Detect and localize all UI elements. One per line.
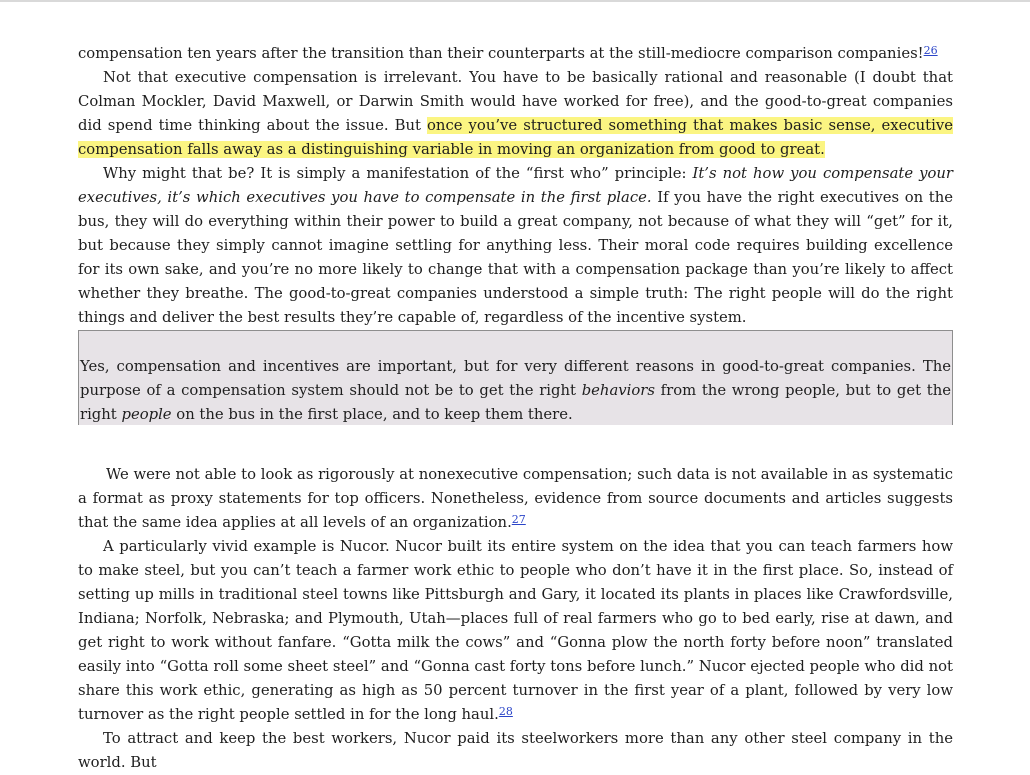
paragraph-1-text: compensation ten years after the transition than their counterparts at the still-mediocre comparison companies! — [78, 45, 924, 62]
paragraph-3-emphasis: It’s not how you compensate your executives, it’s which executives you have to compensate in the first place. — [78, 165, 953, 206]
paragraph-4-text: We were not able to look as rigorously at nonexecutive compensation; such data is not available in as systematic a format as proxy statements for top officers. Nonetheless, evidence from source documents and articles suggests that the same idea applies at all levels of an organization. — [78, 466, 953, 531]
paragraph-3-intro: Why might that be? It is simply a manifestation of the “first who” principle: — [103, 165, 693, 182]
paragraph-5-text: A particularly vivid example is Nucor. Nucor built its entire system on the idea that you can teach farmers how to make steel, but you can’t teach a farmer work ethic to people who don’t have it in the first place. So, instead of setting up mills in traditional steel towns like Pittsburgh and Gary, it located its plants in places like Crawfordsville, Indiana; Norfolk, Nebraska; and Plymouth, Utah—places full of real farmers who go to bed early, rise at dawn, and get right to work without fanfare. “Gotta milk the cows” and “Gonna plow the north forty before noon” translated easily into “Gotta roll some sheet steel” and “Gonna cast forty tons before lunch.” Nucor ejected people who did not share this work ethic, generating as high as 50 percent turnover in the first year of a plant, followed by very low turnover as the right people settled in for the long haul. — [78, 538, 953, 723]
callout-text — [80, 355, 951, 427]
callout-emphasis-behaviors: behaviors — [581, 382, 655, 399]
callout-part-2: from the wrong people, but to get the right — [80, 382, 951, 423]
paragraph-3-body: If you have the right executives on the bus, they will do everything within their power to build a great company, not because of what they will “get” for it, but because they simply cannot imagine settling for anything less. Their moral code requires building excellence for its own sake, and you’re no more likely to change that with a compensation package than you’re likely to affect whether they breathe. The good-to-great companies understood a simple truth: The right people will do the right things and deliver the best results they’re capable of, regardless of the incentive system. — [78, 189, 954, 326]
paragraph-6 — [78, 727, 953, 775]
footnote-link-28[interactable]: 28 — [498, 705, 513, 718]
book-page — [78, 42, 953, 775]
paragraph-1 — [78, 42, 953, 66]
callout-part-3: on the bus in the first place, and to keep them there. — [171, 406, 573, 423]
paragraph-6-text: To attract and keep the best workers, Nucor paid its steelworkers more than any other steel company in the world. But — [78, 730, 953, 771]
callout-box — [78, 330, 953, 425]
paragraph-4 — [78, 463, 953, 535]
callout-emphasis-people: people — [121, 406, 172, 423]
paragraph-3 — [78, 162, 953, 330]
callout-part-1: Yes, compensation and incentives are important, but for very different reasons in good-to-great companies. The purpose of a compensation system should not be to get the right — [80, 358, 951, 399]
paragraph-2-text: Not that executive compensation is irrelevant. You have to be basically rational and reasonable (I doubt that Colman Mockler, David Maxwell, or Darwin Smith would have worked for free), and the good-to-great companies did spend time thinking about the issue. But — [78, 69, 953, 134]
footnote-link-26[interactable]: 26 — [923, 44, 938, 57]
highlighted-passage[interactable]: once you’ve structured something that makes basic sense, executive compensation falls away as a distinguishing variable in moving an organization from good to great. — [78, 117, 953, 158]
paragraph-2 — [78, 66, 953, 162]
footnote-link-27[interactable]: 27 — [511, 513, 526, 526]
top-divider — [0, 0, 1030, 2]
paragraph-5 — [78, 535, 953, 727]
